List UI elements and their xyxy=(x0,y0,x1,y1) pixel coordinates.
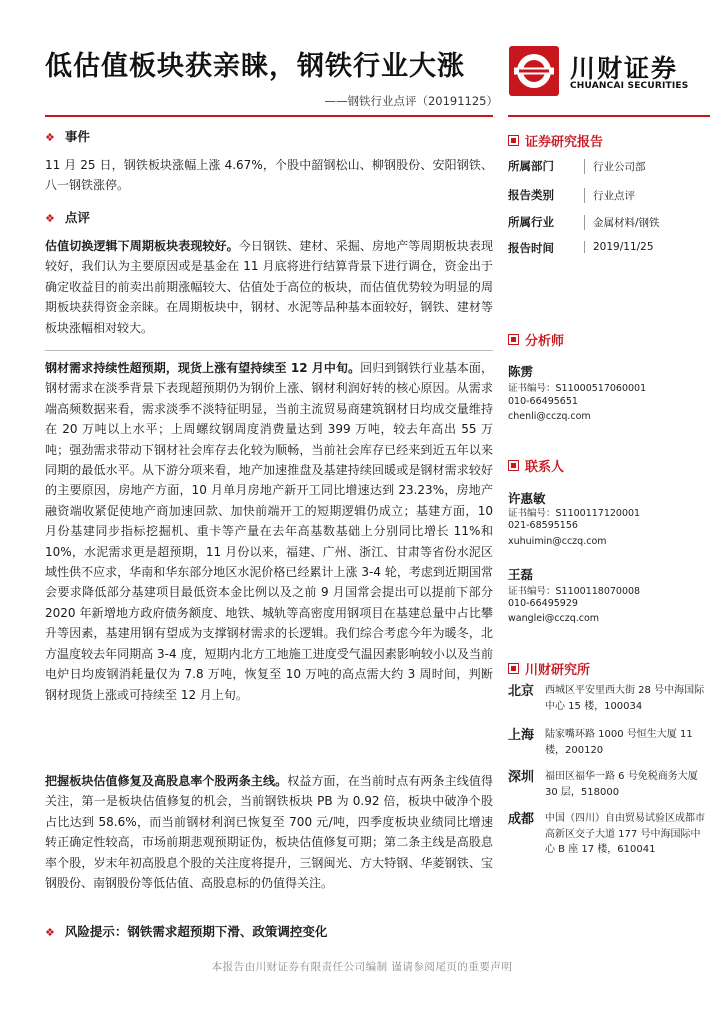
square-bullet-icon xyxy=(508,334,519,345)
sidebar-header-rule xyxy=(508,115,710,117)
report-heading: 证券研究报告 xyxy=(508,131,603,150)
contact-email[interactable]: wanglei@cczq.com xyxy=(508,613,600,624)
chuancai-logo-icon xyxy=(508,45,560,97)
brand-name-en: CHUANCAI SECURITIES xyxy=(570,81,689,91)
meta-key-dept: 所属部门 xyxy=(508,159,554,173)
analyst-email[interactable]: chenli@cczq.com xyxy=(508,411,591,422)
office-city: 深圳 xyxy=(508,770,535,785)
contact-cert: 证书编号：S1100117120001 xyxy=(508,508,641,519)
office-address: 西城区平安里西大街 28 号中海国际中心 15 楼，100034 xyxy=(545,685,705,712)
office-address: 陆家嘴环路 1000 号恒生大厦 11 楼，200120 xyxy=(545,729,693,756)
meta-key-type: 报告类别 xyxy=(508,188,554,202)
square-bullet-icon xyxy=(508,663,519,674)
institute-heading: 川财研究所 xyxy=(508,659,590,678)
comment-paragraph-3: 把握板块估值修复及高股息率个股两条主线。权益方面，在当前时点有两条主线值得关注，第一是板块估值修复的机会，当前钢铁板块 PB 为 0.92 倍，板块中破净个股占比达到 58.6%，而当前钢材利润已恢复至 700 元/吨，四季度板块业绩同比增速转正确定性较高，市场前期悲观预期证伪，板块估值修复可期；第二条主线是高股息率个股，岁末年初高股息个股的关注度将提升，三钢闽光、方大特钢、华菱钢铁、宝钢股份、南钢股份等低估值、高股息标的仍值得关注。 xyxy=(45,774,493,891)
diamond-icon: ❖ xyxy=(45,131,55,144)
office-city: 成都 xyxy=(508,812,535,827)
office-city: 上海 xyxy=(508,728,535,743)
square-bullet-icon xyxy=(508,460,519,471)
brand-name-cn: 川财证券 xyxy=(570,54,679,83)
analyst-name: 陈雳 xyxy=(508,364,534,379)
contact-name: 许惠敏 xyxy=(508,491,546,506)
risk-warning: ❖ 风险提示：钢铁需求超预期下滑、政策调控变化 xyxy=(45,924,328,939)
event-text: 11 月 25 日，钢铁板块涨幅上涨 4.67%，个股中韶钢松山、柳钢股份、安阳钢铁、八一钢铁涨停。 xyxy=(45,158,493,193)
footer-disclaimer: 本报告由川财证券有限责任公司编制 谨请参阅尾页的重要声明 xyxy=(211,961,513,973)
meta-value-date: 2019/11/25 xyxy=(584,241,654,253)
contact-email[interactable]: xuhuimin@cczq.com xyxy=(508,536,607,547)
contact-phone: 021-68595156 xyxy=(508,520,578,531)
header-rule xyxy=(45,115,493,117)
section-heading-event: ❖ 事件 xyxy=(45,129,90,144)
page-subtitle: ——钢铁行业点评（20191125） xyxy=(324,94,498,108)
meta-key-date: 报告时间 xyxy=(508,241,554,255)
comment-paragraph-2: 钢材需求持续性超预期，现货上涨有望持续至 12 月中旬。回归到钢铁行业基本面，钢材需求在淡季背景下表现超预期仍为钢价上涨、钢材利润好转的核心原因。从需求端高频数据来看，需求淡季不淡特征明显，当前主流贸易商建筑钢材日均成交量维持在 20 万吨以上水平；上周螺纹钢周度消费量达到 399 万吨，较去年高出 55 万吨；强劲需求带动下钢材社会库存去化较为顺畅，当前社会库存已经来到近五年以来同期的最低水平。从下游分项来看，地产加速推盘及基建持续回暖或是钢材需求较好的主要原因，房地产方面，10 月单月房地产新开工同比增速达到 23.23%，房地产融资端收紧促使地产商加速回款、加快前端开工的短期逻辑仍成立；基建方面，10 月份基建同步指标挖掘机、重卡等产量在去年高基数基础上分别同比增长 11%和 10%，水泥需求更是超预期，11 月份以来，福建、广州、浙江、甘肃等省份水泥区域性供不应求，华南和华东部分地区水泥价格已经累计上涨 3-4 轮，考虑到近期国常会要求降低部分基建项目最低资本金比例以及之前 9 月国常会提出可以提前下部分 2020 年新增地方政府债务额度、地铁、城轨等高密度用钢项目在基建总量中占比攀升等因素，基建用钢有望成为支撑钢材需求的长逻辑。我们综合考虑今年为暖冬，北方温度较去年同期高 3-4 度，短期内北方工地施工进度受气温因素影响较小以及当前电炉日均废钢消耗量仅为 7.8 万吨，恢复至 10 万吨的高点需大约 3 周时间，判断钢材现货上涨或可持续至 12 月上旬。 xyxy=(45,361,493,702)
analyst-heading: 分析师 xyxy=(508,330,564,349)
brand-logo xyxy=(508,45,708,97)
comment-paragraph-1: 估值切换逻辑下周期板块表现较好。今日钢铁、建材、采掘、房地产等周期板块表现较好，我们认为主要原因或是基金在 11 月底将进行结算背景下进行调仓，资金出于确定收益目的前卖出前期涨幅较大、估值处于高位的板块，而估值优势较为明显的周期板块获得资金亲睐。在周期板块中，钢材、水泥等品种基本面较好，钢铁、建材等板块涨幅相对较大。 xyxy=(45,239,493,335)
diamond-icon: ❖ xyxy=(45,926,55,939)
analyst-cert: 证书编号：S1100051706​0001 xyxy=(508,383,647,394)
meta-value-industry: 金属材料/钢铁 xyxy=(584,215,660,230)
office-city: 北京 xyxy=(508,684,535,699)
page-title: 低估值板块获亲睐，钢铁行业大涨 xyxy=(45,51,465,82)
contact-cert: 证书编号：S1100118070008 xyxy=(508,586,641,597)
contact-heading: 联系人 xyxy=(508,456,564,475)
contact-name: 王磊 xyxy=(508,567,534,582)
contact-phone: 010-66495929 xyxy=(508,598,578,609)
divider xyxy=(45,350,493,351)
office-address: 福田区福华一路 6 号免税商务大厦 30 层，518000 xyxy=(545,771,698,798)
analyst-phone: 010-66495651 xyxy=(508,396,578,407)
meta-value-type: 行业点评 xyxy=(584,188,635,203)
diamond-icon: ❖ xyxy=(45,212,55,225)
square-bullet-icon xyxy=(508,135,519,146)
office-address: 中国（四川）自由贸易试验区成都市高新区交子大道 177 号中海国际中心 B 座 17 楼，610041 xyxy=(545,813,705,855)
section-heading-comment: ❖ 点评 xyxy=(45,210,90,225)
meta-key-industry: 所属行业 xyxy=(508,215,554,229)
meta-value-dept: 行业公司部 xyxy=(584,159,646,174)
